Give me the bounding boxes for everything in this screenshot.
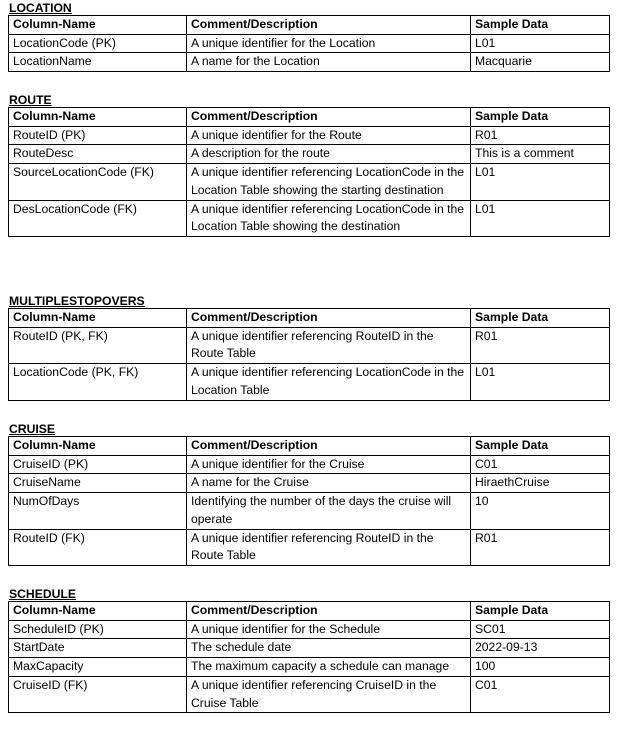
sample-data-cell: L01 (471, 164, 610, 200)
table-title-multiplestopovers: MULTIPLESTOPOVERS (9, 294, 145, 308)
sample-data-cell: R01 (471, 327, 610, 363)
column-name-cell: CruiseName (9, 474, 187, 493)
comment-cell: A unique identifier for the Route (187, 126, 471, 145)
header-sample-data: Sample Data (471, 309, 610, 328)
table-header-row (9, 16, 610, 35)
table-row (9, 164, 610, 200)
location-section (8, 1, 609, 72)
table-row (9, 200, 610, 236)
column-name-cell: LocationName (9, 53, 187, 72)
sample-data-cell: L01 (471, 200, 610, 236)
column-name-cell: DesLocationCode (FK) (9, 200, 187, 236)
sample-data-cell: SC01 (471, 620, 610, 639)
comment-cell: A unique identifier referencing LocationCode in the Location Table showing the destination (187, 200, 471, 236)
column-name-cell: RouteID (PK, FK) (9, 327, 187, 363)
comment-cell: Identifying the number of the days the cruise will operate (187, 493, 471, 529)
header-column-name: Column-Name (9, 16, 187, 35)
route-section (8, 93, 609, 237)
column-name-cell: LocationCode (PK, FK) (9, 364, 187, 400)
header-column-name: Column-Name (9, 437, 187, 456)
table-row (9, 53, 610, 72)
table-row (9, 529, 610, 565)
comment-cell: A name for the Location (187, 53, 471, 72)
comment-cell: A unique identifier referencing RouteID in the Route Table (187, 529, 471, 565)
comment-cell: A unique identifier referencing RouteID in the Route Table (187, 327, 471, 363)
table-row (9, 455, 610, 474)
schedule-table (8, 601, 610, 713)
table-row (9, 658, 610, 677)
sample-data-cell: L01 (471, 364, 610, 400)
table-row (9, 327, 610, 363)
column-name-cell: CruiseID (FK) (9, 676, 187, 712)
column-name-cell: RouteID (PK) (9, 126, 187, 145)
column-name-cell: SourceLocationCode (FK) (9, 164, 187, 200)
table-title-route: ROUTE (9, 93, 52, 107)
multiplestopovers-section (8, 294, 609, 401)
column-name-cell: RouteDesc (9, 145, 187, 164)
header-comment: Comment/Description (187, 16, 471, 35)
comment-cell: The schedule date (187, 639, 471, 658)
table-row (9, 639, 610, 658)
header-sample-data: Sample Data (471, 16, 610, 35)
sample-data-cell: HiraethCruise (471, 474, 610, 493)
table-row (9, 34, 610, 53)
table-header-row (9, 602, 610, 621)
table-header-row (9, 309, 610, 328)
schedule-section (8, 587, 609, 713)
header-column-name: Column-Name (9, 108, 187, 127)
table-header-row (9, 437, 610, 456)
sample-data-cell: 2022-09-13 (471, 639, 610, 658)
cruise-section (8, 422, 609, 566)
header-sample-data: Sample Data (471, 602, 610, 621)
header-comment: Comment/Description (187, 437, 471, 456)
cruise-table (8, 436, 610, 566)
multiplestopovers-table (8, 308, 610, 401)
table-row (9, 620, 610, 639)
header-sample-data: Sample Data (471, 108, 610, 127)
sample-data-cell: C01 (471, 455, 610, 474)
column-name-cell: MaxCapacity (9, 658, 187, 677)
header-sample-data: Sample Data (471, 437, 610, 456)
table-row (9, 474, 610, 493)
table-title-location: LOCATION (9, 1, 72, 15)
sample-data-cell: C01 (471, 676, 610, 712)
table-row (9, 493, 610, 529)
comment-cell: A unique identifier for the Cruise (187, 455, 471, 474)
comment-cell: A unique identifier for the Location (187, 34, 471, 53)
table-row (9, 126, 610, 145)
comment-cell: A unique identifier for the Schedule (187, 620, 471, 639)
sample-data-cell: R01 (471, 126, 610, 145)
comment-cell: A unique identifier referencing LocationCode in the Location Table (187, 364, 471, 400)
sample-data-cell: This is a comment (471, 145, 610, 164)
header-comment: Comment/Description (187, 309, 471, 328)
table-row (9, 676, 610, 712)
header-column-name: Column-Name (9, 602, 187, 621)
comment-cell: A name for the Cruise (187, 474, 471, 493)
column-name-cell: NumOfDays (9, 493, 187, 529)
header-comment: Comment/Description (187, 602, 471, 621)
sample-data-cell: L01 (471, 34, 610, 53)
sample-data-cell: Macquarie (471, 53, 610, 72)
comment-cell: The maximum capacity a schedule can manage (187, 658, 471, 677)
table-row (9, 364, 610, 400)
sample-data-cell: 10 (471, 493, 610, 529)
header-comment: Comment/Description (187, 108, 471, 127)
column-name-cell: StartDate (9, 639, 187, 658)
column-name-cell: RouteID (FK) (9, 529, 187, 565)
table-header-row (9, 108, 610, 127)
header-column-name: Column-Name (9, 309, 187, 328)
sample-data-cell: 100 (471, 658, 610, 677)
column-name-cell: ScheduleID (PK) (9, 620, 187, 639)
sample-data-cell: R01 (471, 529, 610, 565)
column-name-cell: CruiseID (PK) (9, 455, 187, 474)
comment-cell: A unique identifier referencing LocationCode in the Location Table showing the starting destination (187, 164, 471, 200)
column-name-cell: LocationCode (PK) (9, 34, 187, 53)
comment-cell: A unique identifier referencing CruiseID in the Cruise Table (187, 676, 471, 712)
table-row (9, 145, 610, 164)
comment-cell: A description for the route (187, 145, 471, 164)
table-title-cruise: CRUISE (9, 422, 56, 436)
route-table (8, 107, 610, 237)
location-table (8, 15, 610, 72)
table-title-schedule: SCHEDULE (9, 587, 77, 601)
